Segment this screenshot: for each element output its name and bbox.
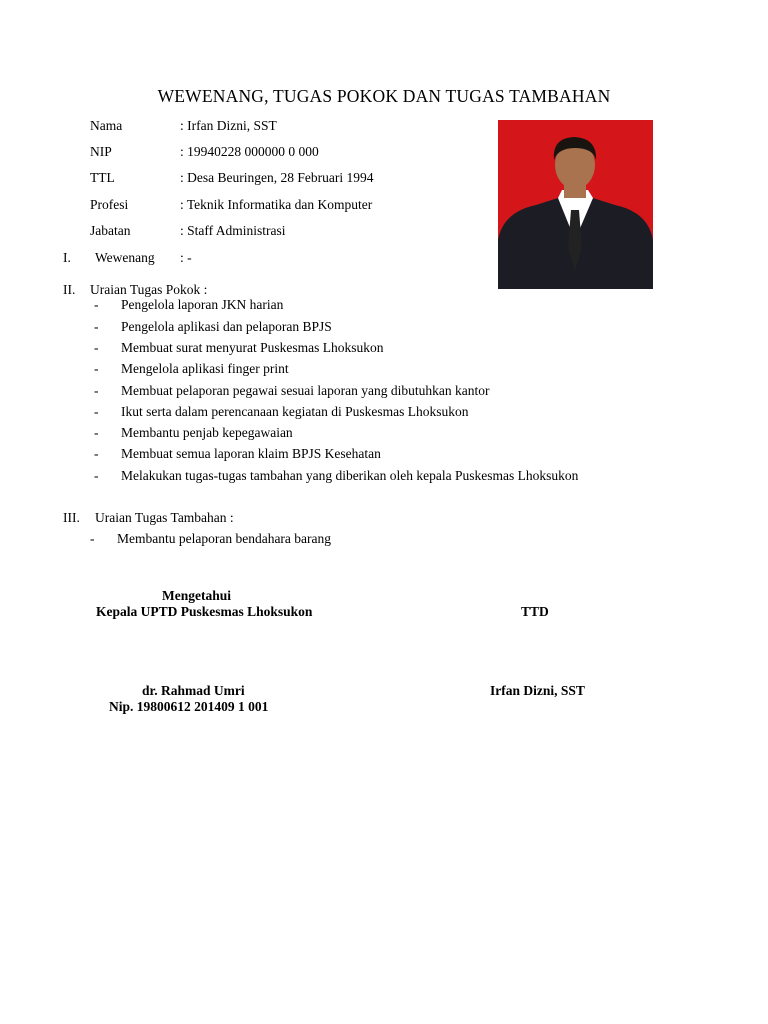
- signature-right-name: Irfan Dizni, SST: [490, 683, 585, 698]
- list-bullet: -: [90, 531, 95, 546]
- identity-value-jabatan: : Staff Administrasi: [180, 223, 286, 238]
- list-bullet: -: [94, 319, 99, 334]
- list-item: Membantu penjab kepegawaian: [121, 425, 293, 440]
- list-bullet: -: [94, 425, 99, 440]
- identity-value-ttl: : Desa Beuringen, 28 Februari 1994: [180, 170, 374, 185]
- section-2-number: II.: [63, 282, 76, 297]
- identity-label-profesi: Profesi: [90, 197, 129, 212]
- section-1-label: Wewenang: [95, 250, 155, 265]
- list-bullet: -: [94, 468, 99, 483]
- identity-label-nip: NIP: [90, 144, 112, 159]
- identity-label-ttl: TTL: [90, 170, 115, 185]
- list-item: Pengelola laporan JKN harian: [121, 297, 284, 312]
- section-1-number: I.: [63, 250, 71, 265]
- identity-label-nama: Nama: [90, 118, 123, 133]
- signature-left-heading: Mengetahui: [162, 588, 231, 603]
- identity-value-nip: : 19940228 000000 0 000: [180, 144, 319, 159]
- identity-value-profesi: : Teknik Informatika dan Komputer: [180, 197, 373, 212]
- list-bullet: -: [94, 404, 99, 419]
- signature-right-heading: TTD: [521, 604, 549, 619]
- identity-value-nama: : Irfan Dizni, SST: [180, 118, 277, 133]
- list-item: Mengelola aplikasi finger print: [121, 361, 289, 376]
- signature-left-name: dr. Rahmad Umri: [142, 683, 245, 698]
- list-item: Ikut serta dalam perencanaan kegiatan di Puskesmas Lhoksukon: [121, 404, 469, 419]
- signature-left-position: Kepala UPTD Puskesmas Lhoksukon: [96, 604, 313, 619]
- section-3-heading: Uraian Tugas Tambahan :: [95, 510, 234, 525]
- profile-photo: [498, 120, 653, 289]
- list-bullet: -: [94, 340, 99, 355]
- list-item: Pengelola aplikasi dan pelaporan BPJS: [121, 319, 332, 334]
- list-item: Membantu pelaporan bendahara barang: [117, 531, 332, 546]
- list-item: Membuat surat menyurat Puskesmas Lhoksukon: [121, 340, 384, 355]
- identity-label-jabatan: Jabatan: [90, 223, 131, 238]
- list-item: Membuat semua laporan klaim BPJS Kesehatan: [121, 446, 381, 461]
- signature-left-nip: Nip. 19800612 201409 1 001: [109, 699, 269, 714]
- list-bullet: -: [94, 361, 99, 376]
- list-item: Melakukan tugas-tugas tambahan yang diberikan oleh kepala Puskesmas Lhoksukon: [121, 468, 579, 483]
- section-2-heading: Uraian Tugas Pokok :: [90, 282, 208, 297]
- list-bullet: -: [94, 446, 99, 461]
- list-bullet: -: [94, 383, 99, 398]
- list-bullet: -: [94, 297, 99, 312]
- section-1-value: : -: [180, 250, 192, 265]
- document-title: WEWENANG, TUGAS POKOK DAN TUGAS TAMBAHAN: [157, 86, 611, 106]
- section-3-number: III.: [63, 510, 80, 525]
- portrait-illustration: [498, 120, 653, 289]
- list-item: Membuat pelaporan pegawai sesuai laporan yang dibutuhkan kantor: [121, 383, 490, 398]
